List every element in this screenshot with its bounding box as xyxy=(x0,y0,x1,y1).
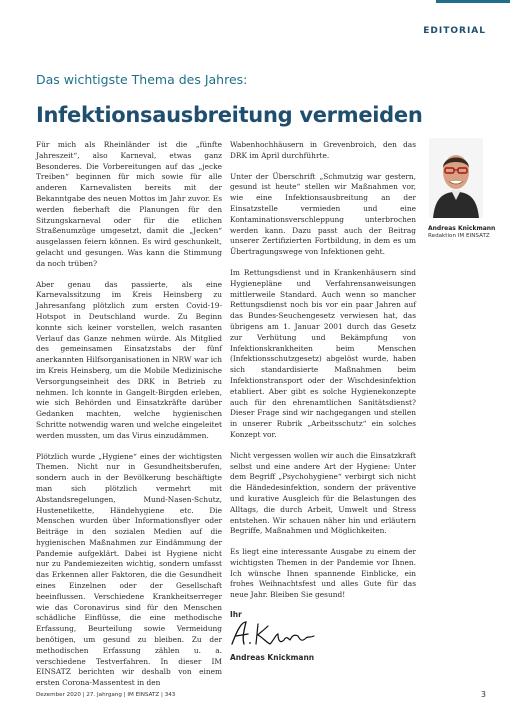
paragraph: Im Rettungsdienst und in Krankenhäusern sind Hygienepläne und Verfahrensanweisungen mittlerweile Standard. Auch wenn so mancher Rettungsdienst noch bis vor ein paar Jahren auf das Bundes-Seuchengesetz verwiesen hat, das übrigens am 1. Januar 2001 durch das Gesetz zur Verhütung und Bekämpfung von Infektionskrankheiten beim Menschen (Infektionsschutzgesetz) abgelöst wurde, haben sich standardisierte Maßnahmen beim Infektionstransport oder der Wischdesinfektion etabliert. Aber gibt es solche Hygienekonzepte auch für den ehrenamtlichen Sanitätsdienst? Dieser Frage sind wir nachgegangen und stellen in unserer Rubrik „Arbeitsschutz“ ein solches Konzept vor. xyxy=(230,267,416,439)
footer-issue-line: Dezember 2020 | 27. Jahrgang | IM EINSATZ | 343 xyxy=(36,692,176,698)
photo-caption-role: Redaktion IM EINSATZ xyxy=(428,233,490,239)
paragraph: Es liegt eine interessante Ausgabe zu einem der wichtigsten Themen in der Pandemie vor Ihnen. Ich wünsche Ihnen spannende Einblicke, ein frohes Weihnachtsfest und alles Gute für das neue Jahr. Bleiben Sie gesund! xyxy=(230,547,416,600)
paragraph: Nicht vergessen wollen wir auch die Einsatzkraft selbst und eine andere Art der Hygiene: Unter dem Begriff „Psychohygiene“ verbirgt sich nicht die Händedesinfektion, sondern der präventive und kurative Ausgleich für die Belastungen des Alltags, die durch Arbeit, Umwelt und Stress entstehen. Wir schauen näher hin und erläutern Begriffe, Maßnahmen und Möglichkeiten. xyxy=(230,450,416,536)
closing-greeting: Ihr xyxy=(230,610,242,619)
page-number: 3 xyxy=(480,690,486,699)
author-photo xyxy=(429,138,483,218)
handwritten-signature xyxy=(228,618,318,650)
article-headline: Infektionsausbreitung vermeiden xyxy=(36,103,423,128)
text-column-middle xyxy=(230,140,416,611)
author-portrait-icon xyxy=(429,138,483,218)
paragraph: Wabenhochhäusern in Grevenbroich, den das DRK im April durchführte. xyxy=(230,140,416,160)
text-column-left xyxy=(36,140,222,699)
top-accent-rule xyxy=(436,0,510,3)
paragraph: Aber genau das passierte, als eine Karnevalssitzung im Kreis Heinsberg zu Jahresanfang plötzlich zum ersten Covid-19-Hotspot in Deutschland wurde. Zu Beginn konnte sich keiner vorstellen, welch rasanten Verlauf das Ganze nehmen würde. Als Mitglied des gemeinsamen Einsatzstabs der fünf anerkannten Hilfsorganisationen in NRW war ich im Kreis Heinsberg, um die Mobile Medizinische Versorgungseinheit des DRK in Betrieb zu nehmen. Ich konnte in Gangelt-Birgden erleben, wie sich Behörden und Einsatzkräfte darüber Gedanken machten, welche hygienischen Schritte notwendig waren und welche eingeleitet werden mussten, um das Virus einzudämmen. xyxy=(36,279,222,440)
paragraph: Plötzlich wurde „Hygiene“ eines der wichtigsten Themen. Nicht nur in Gesundheitsberufen, sondern auch in der Bevölkerung beschäftigte man sich plötzlich vermehrt mit Abstandsregelungen, Mund-Nasen-Schutz, Hustenetikette, Händehygiene etc. Die Menschen wurden über Informationsflyer oder Beiträge in den sozialen Medien auf die hygienischen Maßnahmen zur Eindämmung der Pandemie aufgeklärt. Dabei ist Hygiene nicht nur zu Pandemiezeiten wichtig, sondern umfasst das Erkennen aller Faktoren, die die Gesundheit eines Einzelnen oder der Gesellschaft beeinflussen. Verschiedene Krankheitserreger wie das Coronavirus sind für den Menschen schädliche Einflüsse, die eine methodische Erfassung, Beurteilung sowie Vermeidung benötigen, um gesund zu bleiben. Zu der methodischen Erfassung zählen u. a. verschiedene Testverfahren. In dieser IM EINSATZ berichten wir deshalb von einem ersten Corona-Massentest in den xyxy=(36,451,222,688)
article-kicker: Das wichtigste Thema des Jahres: xyxy=(36,72,248,87)
paragraph: Unter der Überschrift „Schmutzig war gestern, gesund ist heute“ stellen wir Maßnahmen vor, wie eine Infektionsausbreitung an der Einsatzstelle vermieden und eine Kontaminationsverschleppung unterbrochen werden kann. Dazu passt auch der Beitrag unserer Zertifizierten Fortbildung, in dem es um Übertragungswege von Infektionen geht. xyxy=(230,171,416,257)
paragraph: Für mich als Rheinländer ist die „fünfte Jahreszeit“, also Karneval, etwas ganz Besonderes. Die Vorbereitungen auf das „jecke Treiben“ beginnen für mich sowie für alle anderen Karnevalisten bereits mit der Bekanntgabe des neuen Mottos im Jahr zuvor. Es werden fieberhaft die Planungen für den Sitzungskarneval oder für die etlichen Straßenumzüge umgesetzt, damit die „Jecken“ ausgelassen feiern können. Es wird geschunkelt, gelacht und gesungen. Was kann die Stimmung da noch trüben? xyxy=(36,140,222,268)
photo-caption-name: Andreas Knickmann xyxy=(428,225,496,232)
section-label: EDITORIAL xyxy=(423,26,486,36)
signer-name: Andreas Knickmann xyxy=(230,653,315,662)
